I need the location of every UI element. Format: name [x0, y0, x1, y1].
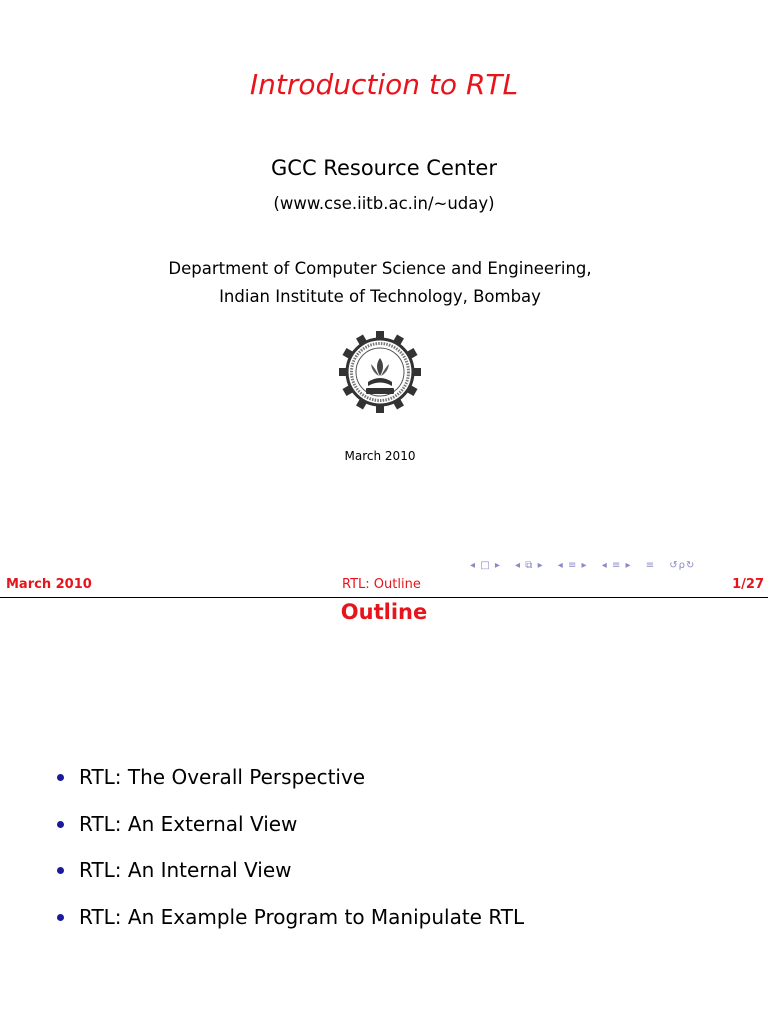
header-date: March 2010: [6, 577, 92, 592]
institute-line-1: Department of Computer Science and Engineering,: [168, 259, 592, 278]
bullet-icon: [57, 867, 64, 874]
nav-search-icon[interactable]: ↺ρ↻: [669, 560, 696, 571]
presentation-title: Introduction to RTL: [249, 68, 519, 101]
frame-title: Outline: [340, 600, 428, 624]
list-item: RTL: An External View: [55, 810, 524, 857]
institute-line-2: Indian Institute of Technology, Bombay: [219, 287, 541, 306]
header-section: RTL: Outline: [342, 577, 421, 592]
outline-list: [55, 763, 524, 949]
bullet-icon: [57, 914, 64, 921]
header-divider: [0, 597, 768, 598]
nav-align-icon[interactable]: ≡: [645, 560, 656, 571]
slide-header: [0, 576, 768, 596]
header-page-number: 1/27: [732, 577, 764, 592]
iitb-emblem-logo: [338, 330, 422, 414]
list-item: RTL: An Example Program to Manipulate RTL: [55, 903, 524, 950]
author-name: GCC Resource Center: [271, 156, 497, 180]
nav-section-icon[interactable]: ◂ ≡ ▸: [601, 560, 632, 571]
bullet-icon: [57, 774, 64, 781]
nav-frame-icon[interactable]: ◂ ⧉ ▸: [515, 560, 544, 571]
list-item: RTL: An Internal View: [55, 856, 524, 903]
nav-subsection-icon[interactable]: ◂ ≡ ▸: [557, 560, 588, 571]
presentation-date: March 2010: [344, 449, 416, 463]
beamer-navigation-bar: [470, 560, 705, 571]
author-url: (www.cse.iitb.ac.in/~uday): [273, 194, 495, 213]
list-item: RTL: The Overall Perspective: [55, 763, 524, 810]
bullet-icon: [57, 821, 64, 828]
nav-frame-prev-icon[interactable]: ◂ □ ▸: [470, 560, 501, 571]
